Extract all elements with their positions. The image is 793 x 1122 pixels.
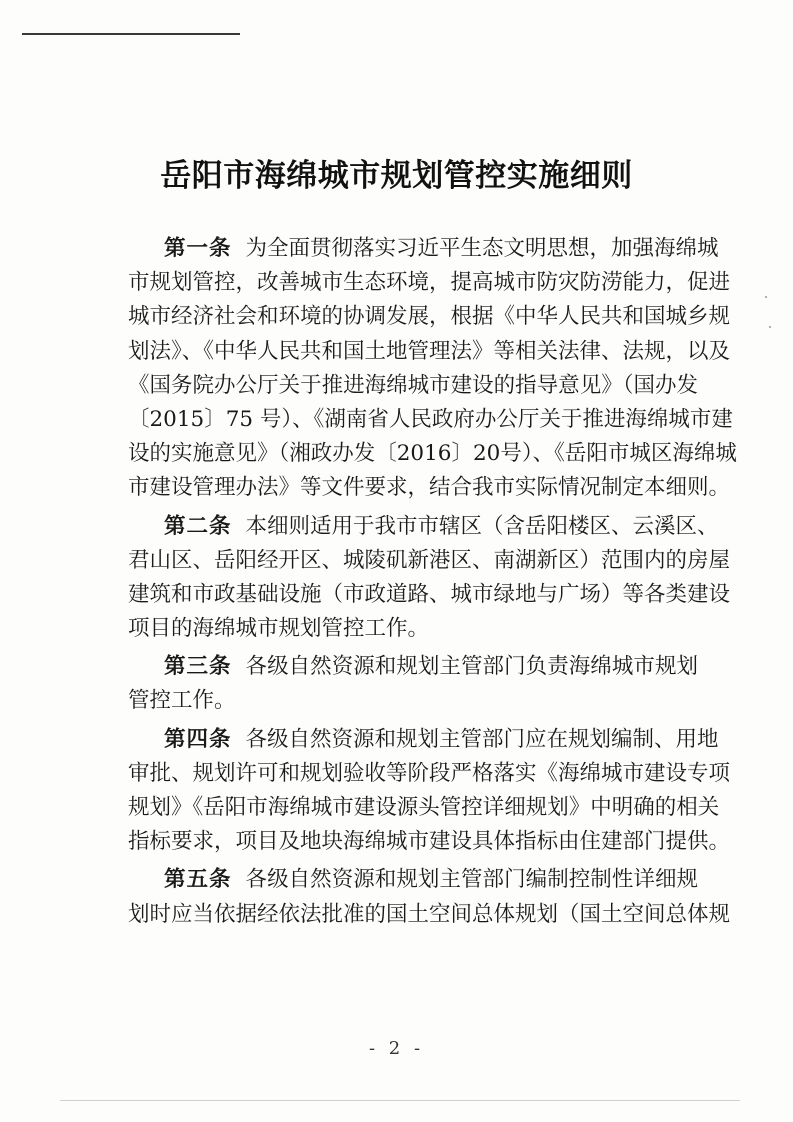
page-number: - 2 - xyxy=(368,1038,425,1059)
article-text: 建筑和市政基础设施（市政道路、城市绿地与广场）等各类建设 xyxy=(128,581,731,607)
article-line xyxy=(128,544,731,578)
article-line xyxy=(128,898,731,932)
article-text: 君山区、岳阳经开区、城陵矶新港区、南湖新区）范围内的房屋 xyxy=(128,547,731,573)
article-number: 第二条 xyxy=(164,513,232,539)
article-line xyxy=(128,791,720,825)
article-line xyxy=(128,650,698,684)
article-line xyxy=(128,232,719,266)
article-text: 市建设管理办法》等文件要求，结合我市实际情况制定本细则。 xyxy=(128,475,731,501)
article-text: 管控工作。 xyxy=(128,688,236,714)
article-text: 城市经济社会和环境的协调发展，根据《中华人民共和国城乡规 xyxy=(128,304,731,330)
article-1 xyxy=(128,232,737,506)
article-line xyxy=(128,863,698,897)
article-text: 划时应当依据经依法批准的国土空间总体规划（国土空间总体规 xyxy=(128,901,731,927)
article-number: 第一条 xyxy=(164,236,232,261)
scan-speck xyxy=(765,296,767,298)
article-line xyxy=(128,403,733,437)
article-line xyxy=(128,369,698,403)
article-number: 第三条 xyxy=(164,654,232,680)
article-text: 〔2015〕75 号）、《湖南省人民政府办公厅关于推进海绵城市建 xyxy=(128,406,733,432)
article-line xyxy=(128,684,698,718)
article-text: 本细则适用于我市市辖区（含岳阳楼区、云溪区、 xyxy=(245,513,719,539)
scan-speck xyxy=(769,326,771,328)
article-text: 设的实施意见》（湘政办发〔2016〕20号）、《岳阳市城区海绵城 xyxy=(128,441,737,467)
document-title: 岳阳市海绵城市规划管控实施细则 xyxy=(160,158,633,194)
article-text: 各级自然资源和规划主管部门负责海绵城市规划 xyxy=(245,654,698,680)
article-text: 项目的海绵城市规划管控工作。 xyxy=(128,616,430,642)
article-line xyxy=(128,757,731,791)
article-line xyxy=(128,510,719,544)
article-4 xyxy=(128,723,731,860)
article-line xyxy=(128,471,731,505)
article-line xyxy=(128,825,731,859)
article-number: 第四条 xyxy=(164,726,232,752)
article-text: 规划》《岳阳市海绵城市建设源头管控详细规划》中明确的相关 xyxy=(128,795,720,820)
article-text: 指标要求，项目及地块海绵城市建设具体指标由住建部门提供。 xyxy=(128,829,731,855)
article-line xyxy=(128,612,698,646)
article-line xyxy=(128,723,719,757)
article-text: 各级自然资源和规划主管部门应在规划编制、用地 xyxy=(245,726,719,752)
article-text: 各级自然资源和规划主管部门编制控制性详细规 xyxy=(245,867,698,893)
article-text: 市规划管控，改善城市生态环境，提高城市防灾防涝能力，促进 xyxy=(128,270,731,296)
article-text: 《国务院办公厅关于推进海绵城市建设的指导意见》（国办发 xyxy=(128,372,698,398)
article-line xyxy=(128,300,731,334)
article-text: 为全面贯彻落实习近平生态文明思想，加强海绵城 xyxy=(245,236,719,261)
article-2 xyxy=(128,510,731,647)
article-line xyxy=(128,578,731,612)
article-number: 第五条 xyxy=(164,867,232,893)
article-3 xyxy=(128,650,698,718)
article-line xyxy=(128,266,731,300)
article-5 xyxy=(128,863,731,931)
header-rule xyxy=(22,33,240,35)
article-text: 审批、规划许可和规划验收等阶段严格落实《海绵城市建设专项 xyxy=(128,760,731,786)
scan-specks xyxy=(761,290,781,350)
article-line xyxy=(128,335,731,369)
footer-rule xyxy=(60,1100,740,1101)
document-body xyxy=(128,232,737,932)
article-line xyxy=(128,437,737,471)
article-text: 划法》、《中华人民共和国土地管理法》等相关法律、法规，以及 xyxy=(128,338,731,364)
